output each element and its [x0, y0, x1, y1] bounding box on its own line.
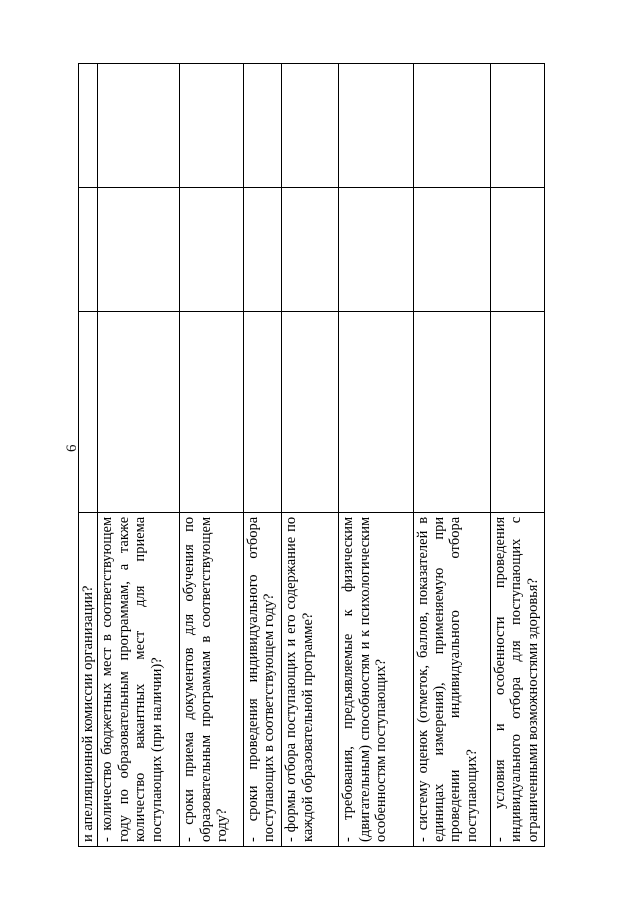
- question-cell: и апелляционной комиссии организации?: [79, 512, 97, 846]
- answer-cell: [180, 311, 242, 511]
- answer-cell: [282, 187, 338, 312]
- page-number: 6: [64, 444, 80, 452]
- answer-cell: [491, 64, 544, 187]
- questionnaire-table: [78, 63, 545, 847]
- question-cell: - сроки проведения индивидуального отбора поступающих в соответствующем году?: [244, 512, 282, 846]
- answer-cell: [98, 187, 179, 312]
- question-cell: - сроки приема документов для обучения по образовательным программам в соответствующем году?: [180, 512, 242, 846]
- answer-cell: [79, 311, 97, 511]
- answer-cell: [180, 64, 242, 187]
- answer-cell: [98, 311, 179, 511]
- answer-cell: [414, 311, 490, 511]
- answer-cell: [282, 311, 338, 511]
- question-cell: - требования, предъявляемые к физическим (двигательным) способностям и к психологическим особенностям поступающих?: [339, 512, 412, 846]
- question-cell: - формы отбора поступающих и его содержание по каждой образовательной программе?: [282, 512, 338, 846]
- answer-cell: [79, 187, 97, 312]
- answer-cell: [414, 64, 490, 187]
- table-row: [339, 64, 413, 846]
- answer-cell: [414, 187, 490, 312]
- table-row: [180, 64, 243, 846]
- answer-cell: [491, 311, 544, 511]
- answer-cell: [491, 187, 544, 312]
- answer-cell: [244, 64, 282, 187]
- answer-cell: [180, 187, 242, 312]
- question-cell: - условия и особенности проведения индивидуального отбора для поступающих с ограниченными возможностями здоровья?: [491, 512, 544, 846]
- answer-cell: [339, 64, 412, 187]
- table-row: [491, 64, 544, 846]
- table-row: [282, 64, 339, 846]
- table-row: [244, 64, 283, 846]
- answer-cell: [339, 187, 412, 312]
- question-cell: - систему оценок (отметок, баллов, показателей в единицах измерения), применяемую при проведении индивидуального отбора поступающих?: [414, 512, 490, 846]
- answer-cell: [244, 187, 282, 312]
- answer-cell: [282, 64, 338, 187]
- answer-cell: [79, 64, 97, 187]
- table-row: [98, 64, 180, 846]
- table-row: [79, 64, 98, 846]
- question-cell: - количество бюджетных мест в соответствующем году по образовательным программам, а также количество вакантных мест для приема поступающих (при наличии)?: [98, 512, 179, 846]
- answer-cell: [339, 311, 412, 511]
- answer-cell: [98, 64, 179, 187]
- table-row: [414, 64, 491, 846]
- answer-cell: [244, 311, 282, 511]
